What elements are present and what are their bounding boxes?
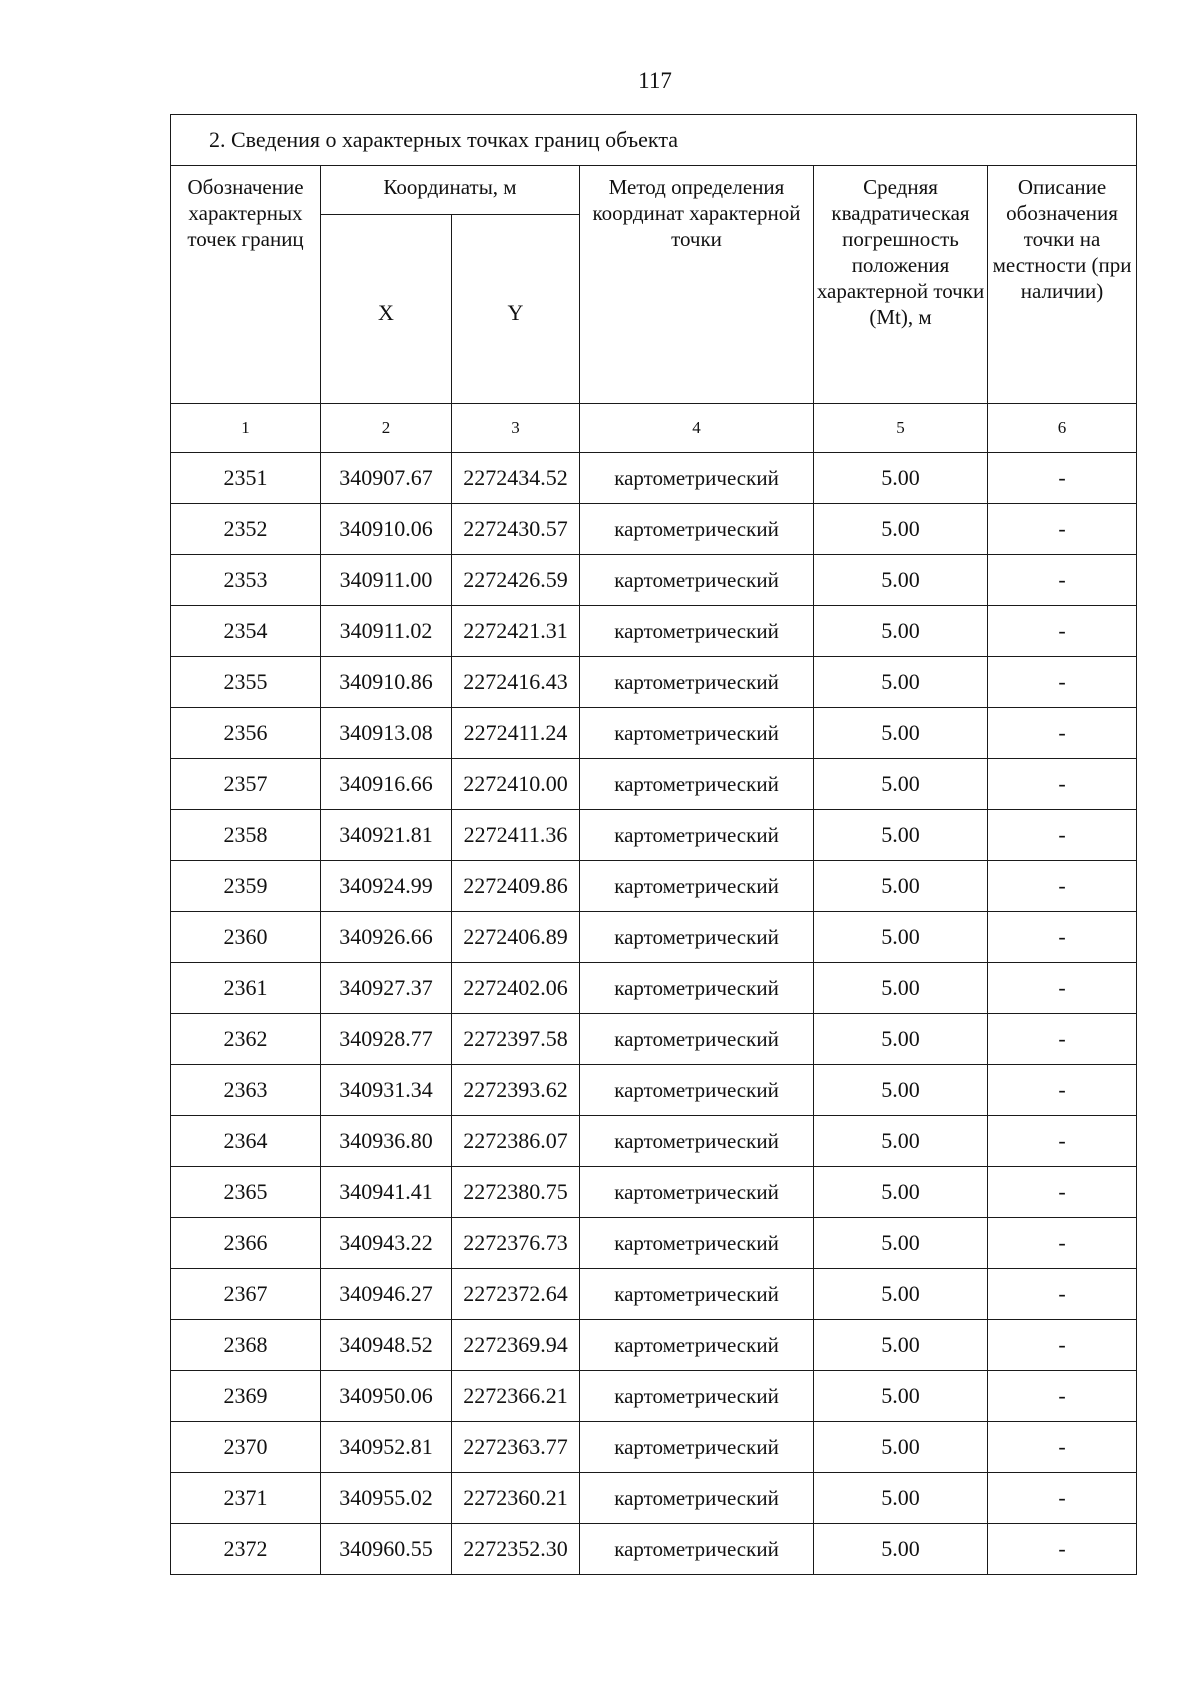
point-id-cell: 2367 [171,1269,321,1320]
y-coordinate-cell: 2272416.43 [452,657,580,708]
error-cell: 5.00 [814,1422,988,1473]
description-cell: - [988,912,1137,963]
method-cell: картометрический [580,810,814,861]
point-id-cell: 2355 [171,657,321,708]
table-row [171,963,1137,1014]
x-coordinate-cell: 340928.77 [321,1014,452,1065]
x-coordinate-cell: 340960.55 [321,1524,452,1575]
table-row [171,1320,1137,1371]
error-cell: 5.00 [814,504,988,555]
table-row [171,555,1137,606]
error-cell: 5.00 [814,708,988,759]
x-coordinate-cell: 340927.37 [321,963,452,1014]
description-cell: - [988,708,1137,759]
point-id-cell: 2354 [171,606,321,657]
header-point-designation: Обозначение характерных точек границ [171,166,321,404]
description-cell: - [988,1320,1137,1371]
description-cell: - [988,555,1137,606]
table-row [171,810,1137,861]
point-id-cell: 2363 [171,1065,321,1116]
method-cell: картометрический [580,1218,814,1269]
table-row [171,657,1137,708]
description-cell: - [988,759,1137,810]
column-number: 4 [580,404,814,453]
header-x: X [321,215,452,404]
y-coordinate-cell: 2272421.31 [452,606,580,657]
x-coordinate-cell: 340941.41 [321,1167,452,1218]
point-id-cell: 2362 [171,1014,321,1065]
table-row [171,759,1137,810]
y-coordinate-cell: 2272366.21 [452,1371,580,1422]
description-cell: - [988,1524,1137,1575]
point-id-cell: 2369 [171,1371,321,1422]
x-coordinate-cell: 340948.52 [321,1320,452,1371]
table-row [171,1218,1137,1269]
method-cell: картометрический [580,1422,814,1473]
x-coordinate-cell: 340955.02 [321,1473,452,1524]
y-coordinate-cell: 2272409.86 [452,861,580,912]
table-row [171,1524,1137,1575]
x-coordinate-cell: 340926.66 [321,912,452,963]
method-cell: картометрический [580,708,814,759]
y-coordinate-cell: 2272402.06 [452,963,580,1014]
x-coordinate-cell: 340950.06 [321,1371,452,1422]
error-cell: 5.00 [814,1218,988,1269]
table-row [171,1116,1137,1167]
error-cell: 5.00 [814,912,988,963]
error-cell: 5.00 [814,1065,988,1116]
x-coordinate-cell: 340911.00 [321,555,452,606]
point-id-cell: 2370 [171,1422,321,1473]
x-coordinate-cell: 340931.34 [321,1065,452,1116]
point-id-cell: 2368 [171,1320,321,1371]
table-row [171,1269,1137,1320]
error-cell: 5.00 [814,555,988,606]
description-cell: - [988,657,1137,708]
description-cell: - [988,1269,1137,1320]
x-coordinate-cell: 340916.66 [321,759,452,810]
error-cell: 5.00 [814,1473,988,1524]
y-coordinate-cell: 2272410.00 [452,759,580,810]
point-id-cell: 2360 [171,912,321,963]
table-row [171,1371,1137,1422]
point-id-cell: 2361 [171,963,321,1014]
x-coordinate-cell: 340910.86 [321,657,452,708]
table-row [171,1014,1137,1065]
y-coordinate-cell: 2272363.77 [452,1422,580,1473]
description-cell: - [988,1116,1137,1167]
table-row [171,606,1137,657]
error-cell: 5.00 [814,1320,988,1371]
method-cell: картометрический [580,1371,814,1422]
method-cell: картометрический [580,606,814,657]
header-description: Описание обозначения точки на местности (при наличии) [988,166,1137,404]
column-number: 6 [988,404,1137,453]
method-cell: картометрический [580,555,814,606]
x-coordinate-cell: 340921.81 [321,810,452,861]
method-cell: картометрический [580,1269,814,1320]
error-cell: 5.00 [814,1269,988,1320]
x-coordinate-cell: 340952.81 [321,1422,452,1473]
point-id-cell: 2371 [171,1473,321,1524]
x-coordinate-cell: 340924.99 [321,861,452,912]
table-row [171,504,1137,555]
column-number-row [171,404,1137,453]
characteristic-points-table [170,114,1137,1575]
point-id-cell: 2365 [171,1167,321,1218]
y-coordinate-cell: 2272369.94 [452,1320,580,1371]
x-coordinate-cell: 340913.08 [321,708,452,759]
y-coordinate-cell: 2272426.59 [452,555,580,606]
column-number: 2 [321,404,452,453]
error-cell: 5.00 [814,1524,988,1575]
method-cell: картометрический [580,963,814,1014]
description-cell: - [988,1014,1137,1065]
column-number: 3 [452,404,580,453]
x-coordinate-cell: 340910.06 [321,504,452,555]
y-coordinate-cell: 2272380.75 [452,1167,580,1218]
y-coordinate-cell: 2272372.64 [452,1269,580,1320]
x-coordinate-cell: 340946.27 [321,1269,452,1320]
point-id-cell: 2352 [171,504,321,555]
table-row [171,708,1137,759]
table-row [171,1422,1137,1473]
description-cell: - [988,504,1137,555]
x-coordinate-cell: 340936.80 [321,1116,452,1167]
table-row [171,1473,1137,1524]
column-number: 1 [171,404,321,453]
y-coordinate-cell: 2272393.62 [452,1065,580,1116]
table-row [171,912,1137,963]
point-id-cell: 2359 [171,861,321,912]
x-coordinate-cell: 340911.02 [321,606,452,657]
section-title: 2. Сведения о характерных точках границ объекта [171,115,1137,166]
description-cell: - [988,861,1137,912]
table-row [171,861,1137,912]
y-coordinate-cell: 2272430.57 [452,504,580,555]
method-cell: картометрический [580,1524,814,1575]
method-cell: картометрический [580,657,814,708]
y-coordinate-cell: 2272386.07 [452,1116,580,1167]
header-coordinates: Координаты, м [321,166,580,215]
y-coordinate-cell: 2272376.73 [452,1218,580,1269]
error-cell: 5.00 [814,606,988,657]
method-cell: картометрический [580,1065,814,1116]
x-coordinate-cell: 340907.67 [321,453,452,504]
method-cell: картометрический [580,1014,814,1065]
method-cell: картометрический [580,453,814,504]
point-id-cell: 2358 [171,810,321,861]
y-coordinate-cell: 2272397.58 [452,1014,580,1065]
table-row [171,1167,1137,1218]
page-number: 117 [638,68,672,93]
y-coordinate-cell: 2272406.89 [452,912,580,963]
table-body [171,453,1137,1575]
error-cell: 5.00 [814,1116,988,1167]
description-cell: - [988,606,1137,657]
description-cell: - [988,1473,1137,1524]
description-cell: - [988,1218,1137,1269]
error-cell: 5.00 [814,861,988,912]
table-row [171,453,1137,504]
error-cell: 5.00 [814,1014,988,1065]
table-header [171,115,1137,453]
y-coordinate-cell: 2272434.52 [452,453,580,504]
method-cell: картометрический [580,1320,814,1371]
description-cell: - [988,1065,1137,1116]
description-cell: - [988,1167,1137,1218]
error-cell: 5.00 [814,759,988,810]
point-id-cell: 2353 [171,555,321,606]
method-cell: картометрический [580,759,814,810]
method-cell: картометрический [580,1167,814,1218]
point-id-cell: 2372 [171,1524,321,1575]
error-cell: 5.00 [814,810,988,861]
method-cell: картометрический [580,861,814,912]
y-coordinate-cell: 2272360.21 [452,1473,580,1524]
point-id-cell: 2356 [171,708,321,759]
description-cell: - [988,810,1137,861]
point-id-cell: 2351 [171,453,321,504]
y-coordinate-cell: 2272411.24 [452,708,580,759]
description-cell: - [988,1371,1137,1422]
y-coordinate-cell: 2272411.36 [452,810,580,861]
point-id-cell: 2366 [171,1218,321,1269]
method-cell: картометрический [580,1116,814,1167]
point-id-cell: 2357 [171,759,321,810]
header-error: Средняя квадратическая погрешность положения характерной точки (Mt), м [814,166,988,404]
header-method: Метод определения координат характерной точки [580,166,814,404]
y-coordinate-cell: 2272352.30 [452,1524,580,1575]
description-cell: - [988,453,1137,504]
header-y: Y [452,215,580,404]
table-row [171,1065,1137,1116]
error-cell: 5.00 [814,657,988,708]
error-cell: 5.00 [814,963,988,1014]
column-number: 5 [814,404,988,453]
description-cell: - [988,1422,1137,1473]
error-cell: 5.00 [814,453,988,504]
error-cell: 5.00 [814,1371,988,1422]
method-cell: картометрический [580,1473,814,1524]
point-id-cell: 2364 [171,1116,321,1167]
method-cell: картометрический [580,504,814,555]
x-coordinate-cell: 340943.22 [321,1218,452,1269]
method-cell: картометрический [580,912,814,963]
description-cell: - [988,963,1137,1014]
error-cell: 5.00 [814,1167,988,1218]
